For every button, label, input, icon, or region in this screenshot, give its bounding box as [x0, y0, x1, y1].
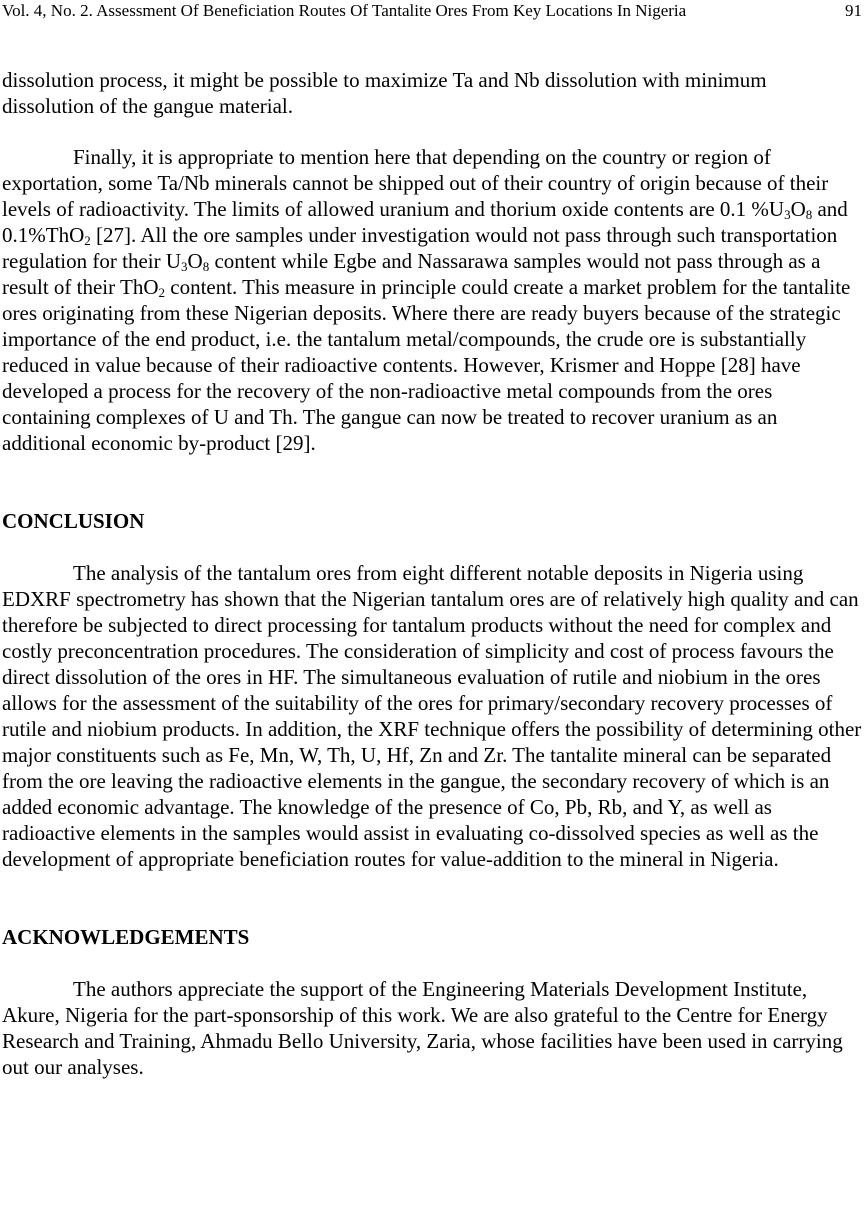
running-header	[2, 0, 864, 24]
paragraph-acknowledgements: The authors appreciate the support of the Engineering Materials Development Institute, Akure, Nigeria for the part-sponsorship of this work. We are also grateful to the Centre for Energy Research and Training, Ahmadu Bello University, Zaria, whose facilities have been used in carrying out our analyses.	[2, 977, 843, 1079]
section-heading-conclusion: CONCLUSION	[2, 509, 145, 533]
subscript: 3	[784, 207, 791, 222]
text-run: O	[790, 197, 806, 221]
subscript: 2	[84, 233, 91, 248]
paragraph-dissolution: dissolution process, it might be possible to maximize Ta and Nb dissolution with minimum dissolution of the gangue material.	[2, 68, 767, 118]
page-body	[2, 67, 864, 1080]
paragraph-radioactivity	[2, 144, 864, 456]
subscript: 3	[181, 259, 188, 274]
text-run: [27]. All the ore samples under investigation would not pass through such transportation regulation for their U	[2, 223, 838, 273]
section-heading-acknowledgements: ACKNOWLEDGEMENTS	[2, 925, 250, 949]
running-title: Vol. 4, No. 2. Assessment Of Beneficiation Routes Of Tantalite Ores From Key Locations In Nigeria	[2, 1, 687, 20]
text-run: content. This measure in principle could create a market problem for the tantalite ores originating from these Nigerian deposits. Where there are ready buyers because of the strategic importance of the end product, i.e. the tantalum metal/compounds, the crude ore is substantially reduced in value because of their radioactive contents. However, Krismer and Hoppe [28] have developed a process for the recovery of the non-radioactive metal compounds from the ores containing complexes of U and Th. The gangue can now be treated to recover uranium as an additional economic by-product [29].	[2, 275, 851, 455]
subscript: 2	[158, 285, 165, 300]
text-run: and 0.1%ThO	[2, 197, 848, 247]
subscript: 8	[202, 259, 210, 274]
text-run: Finally, it is appropriate to mention here that depending on the country or region of exportation, some Ta/Nb minerals cannot be shipped out of their country of origin because of their levels of radioactivity. The limits of allowed uranium and thorium oxide contents are 0.1 %U	[2, 145, 829, 221]
subscript: 8	[805, 207, 813, 222]
text-run: content while Egbe and Nassarawa samples would not pass through as a result of their ThO	[2, 249, 821, 299]
paragraph-conclusion: The analysis of the tantalum ores from eight different notable deposits in Nigeria using EDXRF spectrometry has shown that the Nigerian tantalum ores are of relatively high quality and can therefore be subjected to direct processing for tantalum products without the need for complex and costly preconcentration procedures. The consideration of simplicity and cost of process favours the direct dissolution of the ores in HF. The simultaneous evaluation of rutile and niobium in the ores allows for the assessment of the suitability of the ores for primary/secondary recovery processes of rutile and niobium products. In addition, the XRF technique offers the possibility of determining other major constituents such as Fe, Mn, W, Th, U, Hf, Zn and Zr. The tantalite mineral can be separated from the ore leaving the radioactive elements in the gangue, the secondary recovery of which is an added economic advantage. The knowledge of the presence of Co, Pb, Rb, and Y, as well as radioactive elements in the samples would assist in evaluating co-dissolved species as well as the development of appropriate beneficiation routes for value-addition to the mineral in Nigeria.	[2, 561, 862, 871]
page-number: 91	[845, 1, 862, 20]
text-run: O	[187, 249, 203, 273]
